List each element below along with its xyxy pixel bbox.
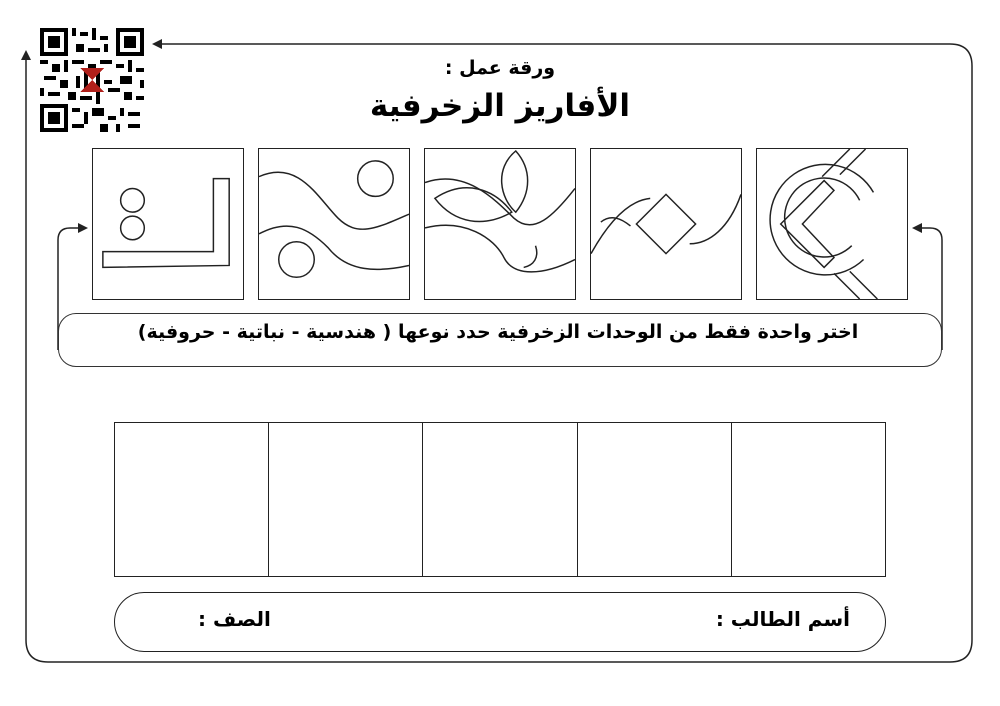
unit-option-diamond[interactable]	[590, 148, 742, 300]
unit-option-circles[interactable]	[258, 148, 410, 300]
answer-cell[interactable]	[731, 423, 885, 576]
page-title: الأفاريز الزخرفية	[369, 88, 631, 124]
unit-option-ring[interactable]	[756, 148, 908, 300]
circles-waves-motif-icon	[259, 149, 409, 299]
answer-cell[interactable]	[577, 423, 731, 576]
ring-chevron-motif-icon	[757, 149, 907, 299]
leaf-motif-icon	[425, 149, 575, 299]
answer-grid	[114, 422, 886, 577]
qr-code[interactable]	[40, 28, 144, 132]
worksheet-subtitle: ورقة عمل :	[444, 57, 556, 79]
answer-cell[interactable]	[268, 423, 422, 576]
class-label: الصف :	[198, 607, 271, 631]
answer-cell[interactable]	[115, 423, 268, 576]
diamond-motif-icon	[591, 149, 741, 299]
instruction-text: اختر واحدة فقط من الوحدات الزخرفية حدد نوعها ( هندسية - نباتية - حروفية)	[137, 321, 859, 343]
letter-motif-icon	[93, 149, 243, 299]
unit-option-letter[interactable]	[92, 148, 244, 300]
student-name-label: أسم الطالب :	[715, 607, 850, 631]
answer-cell[interactable]	[422, 423, 576, 576]
unit-option-leaf[interactable]	[424, 148, 576, 300]
